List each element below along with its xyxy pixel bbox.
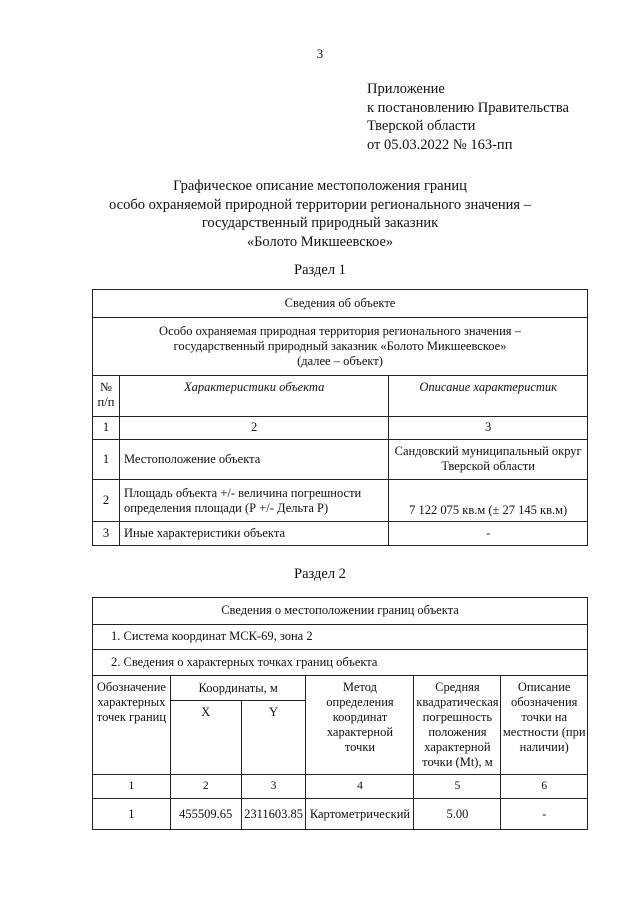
header-num: № п/п — [93, 375, 120, 416]
table-row — [93, 479, 588, 521]
header-method: Метод определения координат характерной точки — [306, 676, 414, 775]
header-point: Обозначение характерных точек границ — [93, 676, 171, 775]
object-line: (далее – объект) — [297, 353, 383, 368]
appendix-block — [367, 80, 569, 154]
method-value: Картометрический — [306, 799, 414, 830]
title-line: «Болото Микшеевское» — [246, 233, 394, 250]
appendix-line: к постановлению Правительства — [367, 99, 569, 116]
row-description: - — [389, 522, 588, 546]
row-description: 7 122 075 кв.м (± 27 145 кв.м) — [389, 479, 588, 521]
col-number: 4 — [306, 775, 414, 799]
col-number: 3 — [241, 775, 306, 799]
document-title — [60, 177, 580, 251]
row-num: 3 — [93, 522, 120, 546]
coord-y: 2311603.85 — [241, 799, 306, 830]
row-characteristic: Иные характеристики объекта — [119, 522, 388, 546]
table-row — [93, 522, 588, 546]
row-num: 1 — [93, 439, 120, 479]
object-info-table — [92, 289, 588, 546]
section-2-heading: Раздел 2 — [294, 566, 346, 582]
coord-x: 455509.65 — [170, 799, 241, 830]
header-x: X — [170, 701, 241, 775]
header-y: Y — [241, 701, 306, 775]
object-line: Особо охраняемая природная территория регионального значения – — [159, 323, 521, 338]
title-line: государственный природный заказник — [201, 215, 439, 231]
header-characteristic: Характеристики объекта — [119, 375, 388, 416]
title-line: Графическое описание местоположения границ — [173, 178, 467, 194]
table-caption: Сведения о местоположении границ объекта — [93, 598, 588, 625]
page-number: 3 — [316, 46, 324, 61]
col-number: 5 — [414, 775, 501, 799]
point-description-value: - — [501, 799, 588, 830]
section-1-heading: Раздел 1 — [294, 262, 346, 278]
point-id: 1 — [93, 799, 171, 830]
header-point-description: Описание обозначения точки на местности (при наличии) — [501, 676, 588, 775]
object-description — [93, 317, 588, 375]
points-title: 2. Сведения о характерных точках границ объекта — [93, 649, 588, 676]
col-number: 2 — [119, 416, 388, 439]
col-number: 6 — [501, 775, 588, 799]
coordinate-system: 1. Система координат МСК-69, зона 2 — [93, 624, 588, 649]
row-characteristic: Местоположение объекта — [119, 439, 388, 479]
col-number: 1 — [93, 416, 120, 439]
table-row — [93, 799, 588, 830]
appendix-line: Тверской области — [367, 118, 476, 134]
header-coordinates: Координаты, м — [170, 676, 306, 701]
appendix-line: Приложение — [367, 81, 445, 97]
header-error: Средняя квадратическая погрешность положения характерной точки (Mt), м — [414, 676, 501, 775]
row-description: Сандовский муниципальный округ Тверской области — [389, 439, 588, 479]
row-num: 2 — [93, 479, 120, 521]
object-line: государственный природный заказник «Болото Микшеевское» — [173, 338, 507, 353]
col-number: 3 — [389, 416, 588, 439]
error-value: 5.00 — [414, 799, 501, 830]
col-number: 2 — [170, 775, 241, 799]
title-line: особо охраняемой природной территории регионального значения – — [109, 196, 531, 213]
boundary-points-table — [92, 597, 588, 830]
row-characteristic: Площадь объекта +/- величина погрешности определения площади (Р +/- Дельта Р) — [119, 479, 388, 521]
header-description: Описание характеристик — [389, 375, 588, 416]
table-caption: Сведения об объекте — [93, 290, 588, 318]
table-row — [93, 439, 588, 479]
appendix-line: от 05.03.2022 № 163-пп — [367, 136, 513, 153]
col-number: 1 — [93, 775, 171, 799]
